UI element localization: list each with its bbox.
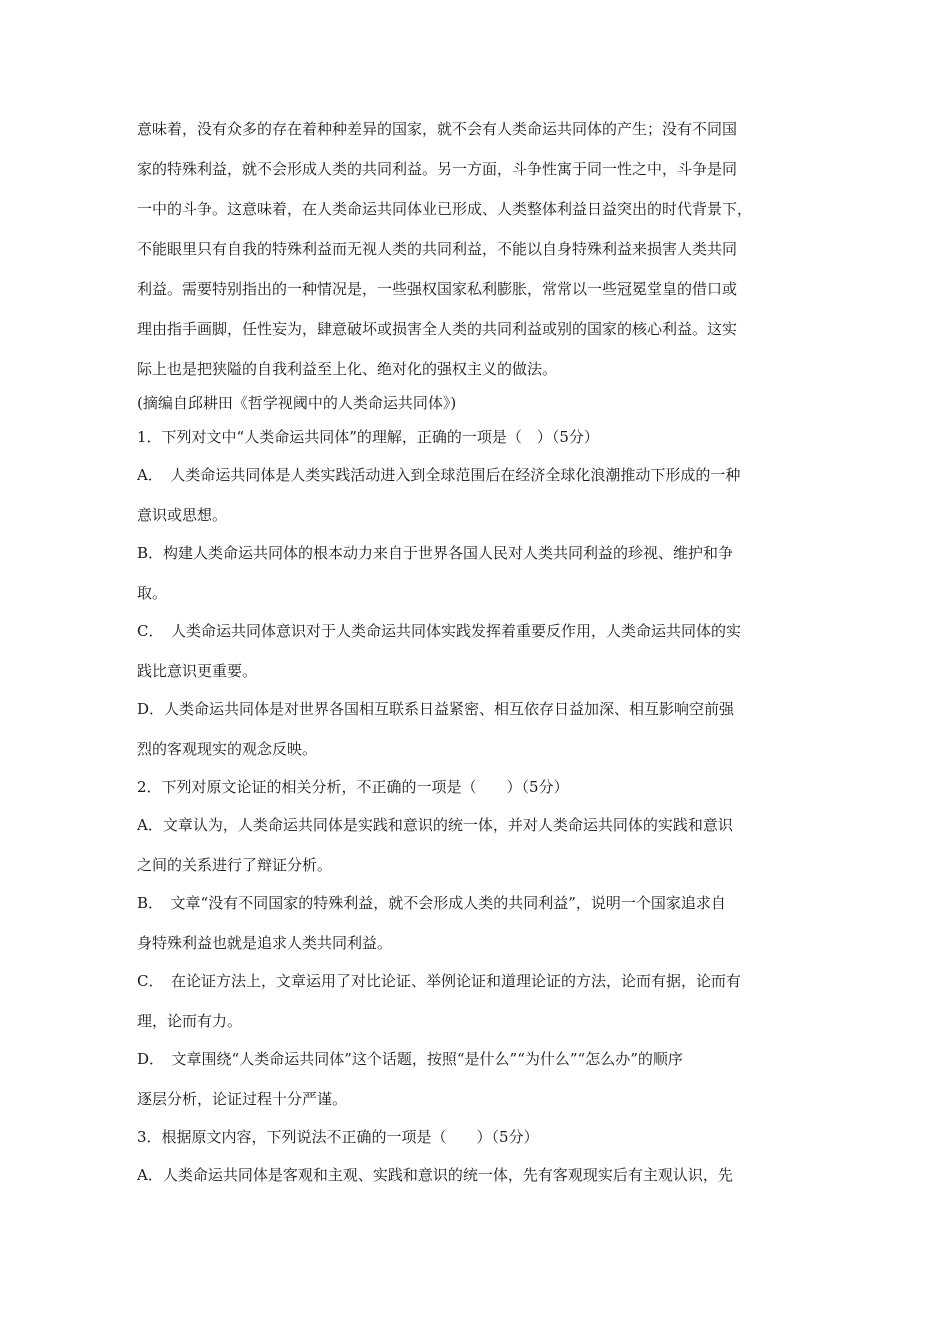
passage-line: 家的特殊利益，就不会形成人类的共同利益。另一方面，斗争性寓于同一性之中，斗争是同	[137, 160, 738, 178]
option-c-line2: 践比意识更重要。	[137, 662, 258, 680]
option-d-line2: 烈的客观现实的观念反映。	[137, 740, 318, 758]
passage-line: 利益。需要特别指出的一种情况是，一些强权国家私利膨胀，常常以一些冠冕堂皇的借口或	[137, 280, 738, 298]
passage	[137, 117, 827, 415]
question-3	[137, 1125, 827, 1187]
option-b-line2: 取。	[137, 584, 168, 602]
option-a-line2: 意识或思想。	[137, 506, 228, 524]
option-b-line1: B．构建人类命运共同体的根本动力来自于世界各国人民对人类共同利益的珍视、维护和争	[137, 544, 734, 562]
option-b-line2: 身特殊利益也就是追求人类共同利益。	[137, 934, 393, 952]
option-b-line1: B． 文章“没有不同国家的特殊利益，就不会形成人类的共同利益”，说明一个国家追求自	[137, 894, 726, 912]
option-d-line1: D． 文章围绕“人类命运共同体”这个话题，按照“是什么”“为什么”“怎么办”的顺序	[137, 1050, 683, 1068]
passage-line: 际上也是把狭隘的自我利益至上化、绝对化的强权主义的做法。	[137, 360, 558, 378]
passage-line: 一中的斗争。这意味着，在人类命运共同体业已形成、人类整体利益日益突出的时代背景下，	[137, 200, 753, 218]
option-a-line1: A． 人类命运共同体是人类实践活动进入到全球范围后在经济全球化浪潮推动下形成的一种	[137, 466, 741, 484]
option-c-line1: C． 在论证方法上，文章运用了对比论证、举例论证和道理论证的方法，论而有据，论而有	[137, 972, 741, 990]
option-d-line2: 逐层分析，论证过程十分严谨。	[137, 1090, 348, 1108]
passage-line: 意味着，没有众多的存在着种种差异的国家，就不会有人类命运共同体的产生；没有不同国	[137, 120, 738, 138]
option-c-line1: C． 人类命运共同体意识对于人类命运共同体实践发挥着重要反作用，人类命运共同体的实	[137, 622, 741, 640]
option-a-line1: A．文章认为，人类命运共同体是实践和意识的统一体，并对人类命运共同体的实践和意识	[137, 816, 733, 834]
passage-source: (摘编自邱耕田《哲学视阈中的人类命运共同体》)	[137, 394, 457, 412]
passage-line: 不能眼里只有自我的特殊利益而无视人类的共同利益，不能以自身特殊利益来损害人类共同	[137, 240, 738, 258]
question-stem: 3．根据原文内容，下列说法不正确的一项是（ ）（5分）	[137, 1128, 539, 1146]
question-stem: 2．下列对原文论证的相关分析，不正确的一项是（ ）（5分）	[137, 778, 569, 796]
option-d-line1: D．人类命运共同体是对世界各国相互联系日益紧密、相互依存日益加深、相互影响空前强	[137, 700, 735, 718]
option-a-line2: 之间的关系进行了辩证分析。	[137, 856, 333, 874]
question-stem: 1．下列对文中“人类命运共同体”的理解，正确的一项是（ ）（5分）	[137, 428, 599, 446]
option-c-line2: 理，论而有力。	[137, 1012, 243, 1030]
question-2	[137, 775, 827, 1111]
passage-line: 理由指手画脚，任性妄为，肆意破坏或损害全人类的共同利益或别的国家的核心利益。这实	[137, 320, 738, 338]
option-a-line1: A．人类命运共同体是客观和主观、实践和意识的统一体，先有客观现实后有主观认识，先	[137, 1166, 733, 1184]
question-1	[137, 425, 827, 761]
document-content	[137, 117, 827, 1187]
